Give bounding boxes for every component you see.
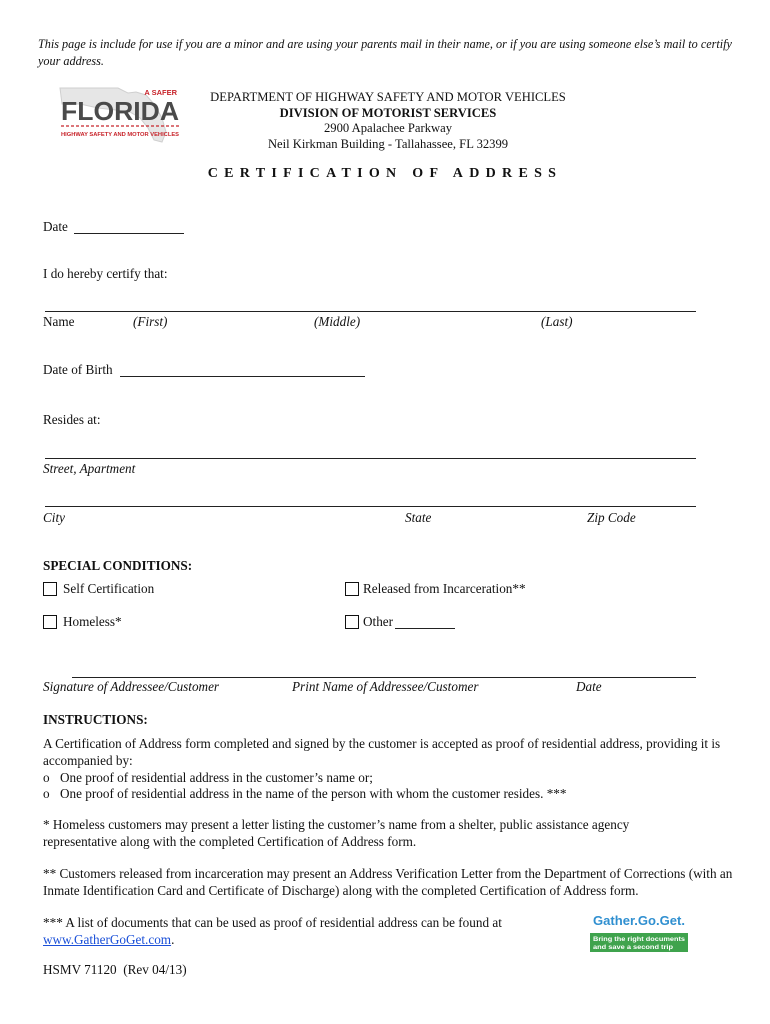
city-label: City bbox=[43, 510, 65, 525]
other-field[interactable] bbox=[395, 628, 455, 629]
florida-logo bbox=[58, 84, 184, 146]
logo-tagline: A SAFER bbox=[144, 88, 177, 97]
name-label: Name bbox=[43, 314, 75, 329]
first-name-label: (First) bbox=[133, 314, 168, 329]
other-label: Other bbox=[363, 614, 394, 629]
homeless-note: * Homeless customers may present a letter listing the customer’s name from a shelter, public assistance agency representative along with the completed Certification of Address form. bbox=[43, 817, 630, 849]
resides-label: Resides at: bbox=[43, 412, 101, 427]
street-label: Street, Apartment bbox=[43, 461, 136, 476]
street-field[interactable] bbox=[45, 458, 696, 459]
bullet-1-marker: o bbox=[43, 770, 50, 785]
form-number: HSMV 71120 (Rev 04/13) bbox=[43, 962, 187, 977]
instructions-intro: A Certification of Address form completed and signed by the customer is accepted as proof of residential address, providing it is accompanied by: bbox=[43, 736, 721, 768]
dob-label: Date of Birth bbox=[43, 362, 113, 377]
homeless-checkbox[interactable] bbox=[43, 615, 57, 629]
gather-go-get-logo bbox=[590, 908, 688, 952]
name-field[interactable] bbox=[45, 311, 696, 312]
address-line-2: Neil Kirkman Building - Tallahassee, FL 32399 bbox=[267, 136, 509, 151]
division-name: DIVISION OF MOTORIST SERVICES bbox=[279, 105, 497, 120]
special-conditions-heading: SPECIAL CONDITIONS: bbox=[43, 558, 193, 573]
middle-name-label: (Middle) bbox=[314, 314, 361, 329]
signature-label: Signature of Addressee/Customer bbox=[43, 679, 220, 694]
gather-line-1: Bring the right documents bbox=[593, 936, 686, 943]
documents-note-period: . bbox=[171, 931, 175, 947]
self-certification-checkbox[interactable] bbox=[43, 582, 57, 596]
logo-name: FLORIDA bbox=[61, 96, 180, 126]
self-certification-label: Self Certification bbox=[63, 581, 155, 596]
date-field[interactable] bbox=[74, 233, 184, 234]
logo-subline: HIGHWAY SAFETY AND MOTOR VEHICLES bbox=[61, 132, 180, 138]
intro-note: This page is include for use if you are a minor and are using your parents mail in their name, or if you are using someone else’s mail to certify your address. bbox=[38, 37, 732, 68]
instructions-heading: INSTRUCTIONS: bbox=[43, 712, 148, 727]
department-name: DEPARTMENT OF HIGHWAY SAFETY AND MOTOR VEHICLES bbox=[210, 90, 566, 104]
released-note: ** Customers released from incarceration may present an Address Verification Letter from the Department of Corrections (with an Inmate Identification Card and Certificate of Discharge) along with the completed Certification of Address form. bbox=[43, 866, 733, 898]
gathergoget-link[interactable]: www.GatherGoGet.com bbox=[43, 931, 172, 947]
released-incarceration-label: Released from Incarceration** bbox=[363, 581, 526, 596]
city-state-zip-field[interactable] bbox=[45, 506, 696, 507]
state-label: State bbox=[405, 510, 432, 525]
documents-note-text: *** A list of documents that can be used as proof of residential address can be found at bbox=[43, 915, 502, 930]
bullet-2-marker: o bbox=[43, 786, 50, 801]
homeless-label: Homeless* bbox=[63, 614, 122, 629]
last-name-label: (Last) bbox=[541, 314, 573, 329]
address-line-1: 2900 Apalachee Parkway bbox=[324, 121, 452, 135]
print-name-label: Print Name of Addressee/Customer bbox=[292, 679, 479, 694]
gather-line-2: and save a second trip bbox=[593, 944, 674, 951]
bullet-1-text: One proof of residential address in the customer’s name or; bbox=[60, 770, 373, 785]
form-title: CERTIFICATION OF ADDRESS bbox=[207, 166, 563, 181]
agency-header bbox=[188, 90, 588, 152]
bullet-2-text: One proof of residential address in the name of the person with whom the customer resides. *** bbox=[60, 786, 567, 801]
documents-note bbox=[43, 915, 563, 948]
zip-label: Zip Code bbox=[587, 510, 636, 525]
gather-title: Gather.Go.Get. bbox=[593, 913, 685, 928]
other-checkbox[interactable] bbox=[345, 615, 359, 629]
certify-text: I do hereby certify that: bbox=[43, 266, 168, 281]
signature-field[interactable] bbox=[72, 677, 696, 678]
signature-date-label: Date bbox=[576, 679, 602, 694]
released-incarceration-checkbox[interactable] bbox=[345, 582, 359, 596]
date-label: Date bbox=[43, 219, 68, 234]
dob-field[interactable] bbox=[120, 376, 365, 377]
